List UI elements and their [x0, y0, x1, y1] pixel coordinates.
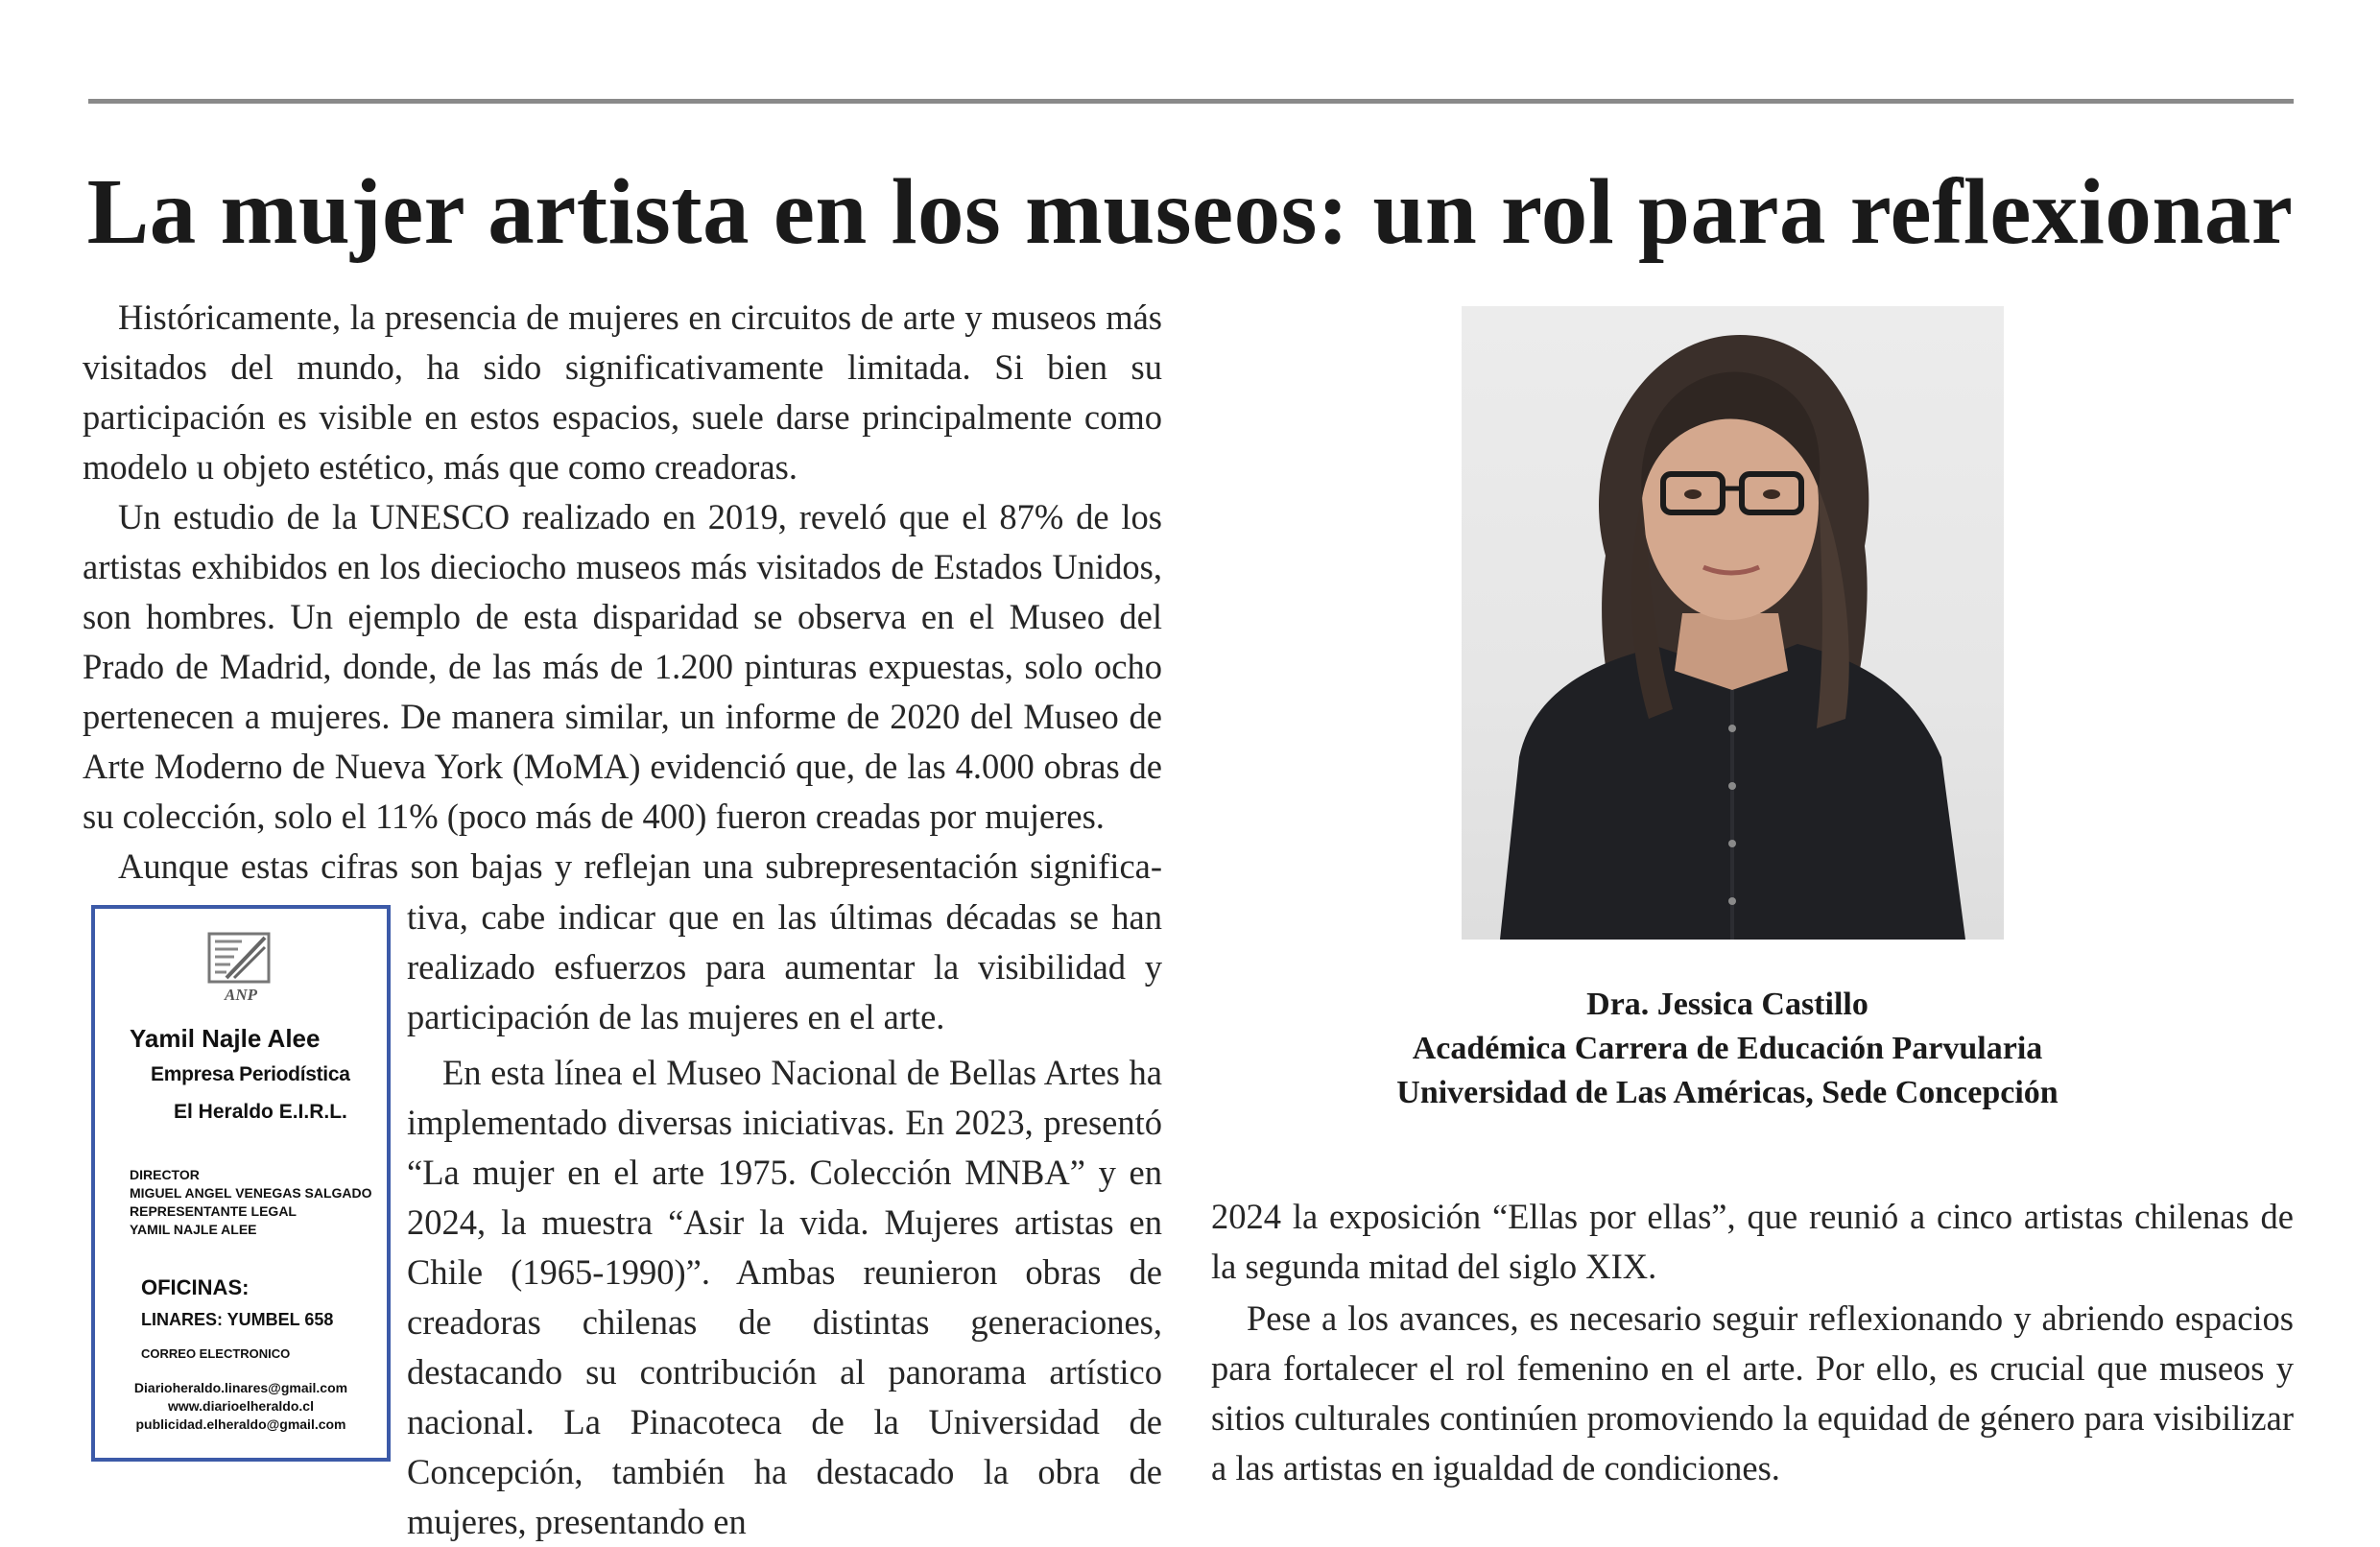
paragraph-3-end: tiva, cabe indicar que en las últimas décadas se han realizado esfuerzos para aumentar la visibilidad y participación de las mujeres en el arte. — [407, 897, 1162, 1036]
portrait-photo — [1462, 306, 2004, 940]
company-line-2: El Heraldo E.I.R.L. — [174, 1101, 347, 1123]
article-headline: La mujer artista en los museos: un rol para reflexionar — [86, 160, 2294, 263]
paragraph-3-start: Aunque estas cifras son bajas y reflejan una subrepresentación significa- — [118, 846, 1162, 886]
top-rule — [88, 99, 2294, 104]
company-line-1: Empresa Periodística — [151, 1063, 350, 1085]
paragraph-4: En esta línea el Museo Nacional de Bellas Artes ha implementado diversas iniciativas. En 2023, presentó “La mujer en el arte 1975. Colección MNBA” y en 2024, la muestra “Asir la vida. Mujeres artistas en Chile (1965-1990)”. Ambas reunieron obras de creadoras chilenas de distintas generaciones, destacando su contribución al panorama artístico nacional. La Pinacoteca de la Universidad de Concepción, también ha destacado la obra de mujeres, presentando en — [407, 1053, 1162, 1541]
director-name: MIGUEL ANGEL VENEGAS SALGADO — [130, 1185, 372, 1201]
caption-institution: Universidad de Las Américas, Sede Concepción — [1396, 1075, 2059, 1110]
anp-logo-text: ANP — [225, 986, 257, 1004]
caption-role: Académica Carrera de Educación Parvularia — [1412, 1031, 2043, 1066]
contact-list — [95, 1379, 387, 1434]
paragraph-5: Pese a los avances, es necesario seguir reflexionando y abriendo espacios para fortalecer el rol femenino en el arte. Por ello, es crucial que museos y sitios culturales continúen promoviendo la equidad de género para visibilizar a las artistas en igualdad de condiciones. — [1211, 1298, 2294, 1488]
office-address: LINARES: YUMBEL 658 — [141, 1310, 334, 1329]
email-label: CORREO ELECTRONICO — [141, 1346, 291, 1361]
paragraph-1: Históricamente, la presencia de mujeres en circuitos de arte y museos más visitados del mundo, ha sido significativamente limitada. Si bien su participación es visible en estos espacios, suele darse principalmente como modelo u objeto estético, más que como creadoras. — [83, 298, 1162, 487]
legal-label: REPRESENTANTE LEGAL — [130, 1203, 297, 1219]
photo-caption — [1248, 983, 2207, 1115]
article-column-left-bottom — [407, 892, 1162, 1547]
offices-label: OFICINAS: — [141, 1275, 250, 1299]
article-column-right-bottom — [1211, 1192, 2294, 1493]
owner-name: Yamil Najle Alee — [130, 1024, 321, 1053]
masthead-box — [91, 905, 391, 1462]
website: www.diarioelheraldo.cl — [168, 1398, 314, 1414]
article-column-left-top — [83, 293, 1162, 892]
paragraph-2: Un estudio de la UNESCO realizado en 2019, reveló que el 87% de los artistas exhibidos en los dieciocho museos más visitados de Estados Unidos, son hombres. Un ejemplo de esta disparidad se observa en el Museo del Prado de Madrid, donde, de las más de 1.200 pinturas expuestas, solo ocho pertenecen a mujeres. De manera similar, un informe de 2020 del Museo de Arte Moderno de Nueva York (MoMA) evidenció que, de las 4.000 obras de su colección, solo el 11% (poco más de 400) fueron creadas por mujeres. — [83, 497, 1162, 836]
portrait-illustration — [1462, 306, 2004, 940]
email-1: Diarioheraldo.linares@gmail.com — [133, 1380, 348, 1395]
paragraph-4-continued: 2024 la exposición “Ellas por ellas”, que reunió a cinco artistas chilenas de la segunda mitad del siglo XIX. — [1211, 1197, 2294, 1286]
email-2: publicidad.elheraldo@gmail.com — [135, 1416, 346, 1432]
caption-name: Dra. Jessica Castillo — [1586, 987, 1868, 1022]
director-label: DIRECTOR — [130, 1167, 200, 1182]
legal-name: YAMIL NAJLE ALEE — [130, 1222, 257, 1237]
